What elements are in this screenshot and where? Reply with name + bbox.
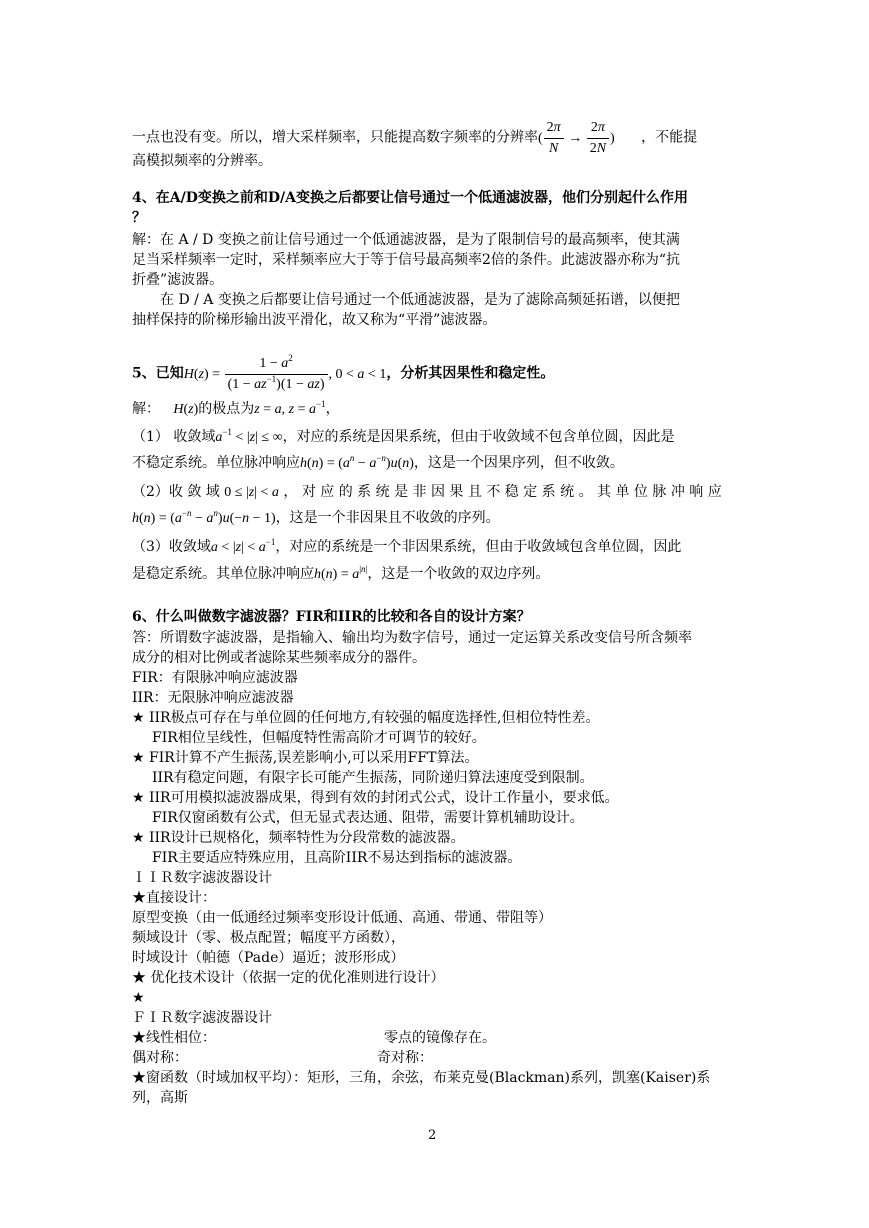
hn-1-formula: $h(n) = (a^n - a^{-n})u(n)$ (300, 453, 414, 471)
q4-para2-l1: 在 D / A 变换之后都要让信号通过一个低通滤波器，是为了滤除高频延拓谱，以便把 (160, 292, 680, 308)
fir-design-heading: ＦＩＲ数字滤波器设计 (132, 1010, 272, 1026)
window-functions-l1: ★窗函数（时域加权平均）：矩形，三角，余弦，布莱克曼(Blackman)系列，凯塞(Kaiser)系 (132, 1070, 711, 1086)
q5-case3-l1 (132, 538, 681, 557)
transfer-function-formula: H(z) = $\frac{1 - a^2}{(1 - az^{-1})(1 - az)}$ , 0 < a < 1 (183, 353, 387, 392)
window-functions-l2: 列，高斯 (132, 1090, 188, 1106)
iir-design-heading: ＩＩＲ数字滤波器设计 (132, 870, 272, 886)
q5-case3-l2-post: ，这是一个收敛的双边序列。 (367, 566, 550, 582)
hn-2-formula: $h(n) = (a^{-n} - a^n)u(-n - 1)$ (132, 508, 276, 526)
compare-3b: FIR仅窗函数有公式，但无显式表达通、阻带，需要计算机辅助设计。 (152, 810, 584, 826)
time-domain-design: 时域设计（帕德（Pade）逼近；波形形成） (132, 950, 405, 966)
optimization-design: ★ 优化技术设计（依据一定的优化准则进行设计） (132, 970, 445, 986)
page-number: 2 (428, 1128, 437, 1143)
q6-title: 6、什么叫做数字滤波器？FIR和IIR的比较和各自的设计方案？ (132, 609, 531, 625)
compare-2a: ★ FIR计算不产生振荡,误差影响小,可以采用FFT算法。 (132, 750, 479, 766)
linear-phase: ★线性相位： (132, 1030, 216, 1046)
q5-case1-l2-post: ，这是一个因果序列，但不收敛。 (413, 455, 624, 471)
q5-case1-post: ，对应的系统是因果系统，但由于收敛域不包含单位圆，因此是 (282, 429, 675, 445)
q5-case2-l1 (132, 483, 722, 502)
frequency-domain-design: 频域设计（零、极点配置；幅度平方函数）， (132, 930, 405, 946)
q4-title: 4、在A/D变换之前和D/A变换之后都要让信号通过一个低通滤波器，他们分别起什么作用 (132, 190, 688, 206)
zero-mirror: 零点的镜像存在。 (384, 1030, 496, 1046)
q4-title-cont: ？ (132, 210, 146, 226)
compare-4b: FIR主要适应特殊应用，且高阶IIR不易达到指标的滤波器。 (152, 850, 522, 866)
iir-definition: IIR：无限脉冲响应滤波器 (132, 690, 294, 706)
q5-solution-line: 解： H(z)的极点为z = a, $z = a^{-1}$， (132, 399, 340, 417)
q6-answer-l2: 成分的相对比例或者滤除某些频率成分的器件。 (132, 650, 426, 666)
q6-answer-l1: 答：所谓数字滤波器，是指输入、输出均为数字信号，通过一定运算关系改变信号所含频率 (132, 630, 692, 646)
q5-case1-pre: （1） 收敛域 (132, 429, 216, 445)
roc-2-formula: 0 ≤ |z| < a (224, 485, 279, 500)
hz-symbol: H(z) (173, 402, 199, 417)
compare-2b: IIR有稳定问题，有限字长可能产生振荡，同阶递归算法速度受到限制。 (152, 770, 594, 786)
q5-sol-prefix: 解： (132, 401, 160, 417)
prototype-transform: 原型变换（由一低通经过频率变形设计低通、高通、带通、带阻等） (132, 910, 552, 926)
direct-design: ★直接设计： (132, 890, 216, 906)
hn-3-formula: $h(n) = a^{|n|}$ (314, 564, 368, 582)
q5-case2-pre: （2）收 敛 域 (132, 484, 220, 500)
q5-case3-l2 (132, 565, 549, 584)
q5-sol-mid: 的极点为 (198, 401, 255, 417)
compare-3a: ★ IIR可用模拟滤波器成果，得到有效的封闭式公式，设计工作量小，要求低。 (132, 790, 619, 806)
q5-case1-l2 (132, 454, 624, 473)
q4-para1-l3: 折叠”滤波器。 (132, 272, 224, 288)
compare-4a: ★ IIR设计已规格化，频率特性为分段常数的滤波器。 (132, 830, 465, 846)
q4-para2-l2: 抽样保持的阶梯形输出波平滑化，故又称为“平滑”滤波器。 (132, 312, 497, 328)
poles-formula: z = a, $z = a^{-1}$ (254, 399, 326, 417)
q5-title (132, 354, 554, 395)
compare-1a: ★ IIR极点可存在与单位圆的任何地方,有较强的幅度选择性,但相位特性差。 (132, 710, 600, 726)
q5-case2-post: ， 对 应 的 系 统 是 非 因 果 且 不 稳 定 系 统 。 其 单 位 脉 冲 响 应 (283, 484, 722, 500)
intro-text-end: ，不能提 (641, 129, 698, 146)
q5-case1-l2-pre: 不稳定系统。单位脉冲响应 (132, 455, 300, 471)
intro-text: 一点也没有变。所以，增大采样频率，只能提高数字频率的分辨率 (132, 129, 538, 146)
q5-title-pre: 5、已知 (132, 365, 184, 382)
resolution-formula: ( $\frac{2\pi}{N}$ → $\frac{2\pi}{2N}$ ) (538, 120, 615, 156)
q5-case1-l1 (132, 428, 675, 447)
q5-case2-l2 (132, 509, 500, 528)
q4-para1-l2: 足当采样频率一定时，采样频率应大于等于信号最高频率2倍的条件。此滤波器亦称为“抗 (132, 252, 681, 268)
q5-case3-l2-pre: 是稳定系统。其单位脉冲响应 (132, 566, 314, 582)
even-symmetry: 偶对称： (132, 1050, 188, 1066)
q5-title-post: ，分析其因果性和稳定性。 (386, 365, 555, 382)
q5-case3-pre: （3）收敛域 (132, 539, 211, 555)
intro-line-2: 高模拟频率的分辨率。 (132, 153, 272, 169)
fir-definition: FIR：有限脉冲响应滤波器 (132, 670, 298, 686)
q5-case2-l2-post: ，这是一个非因果且不收敛的序列。 (275, 510, 500, 526)
compare-1b: FIR相位呈线性，但幅度特性需高阶才可调节的较好。 (152, 730, 486, 746)
q5-case3-post: ，对应的系统是一个非因果系统，但由于收敛域包含单位圆，因此 (275, 539, 682, 555)
roc-3-formula: $a < |z| < a^{-1}$ (210, 537, 276, 555)
roc-1-formula: $a^{-1} < |z|$ ≤ ∞ (215, 427, 283, 445)
q4-para1-l1: 解：在 A / D 变换之前让信号通过一个低通滤波器，是为了限制信号的最高频率，使其满 (132, 232, 680, 248)
star-bullet: ★ (132, 990, 145, 1006)
odd-symmetry: 奇对称： (377, 1050, 433, 1066)
